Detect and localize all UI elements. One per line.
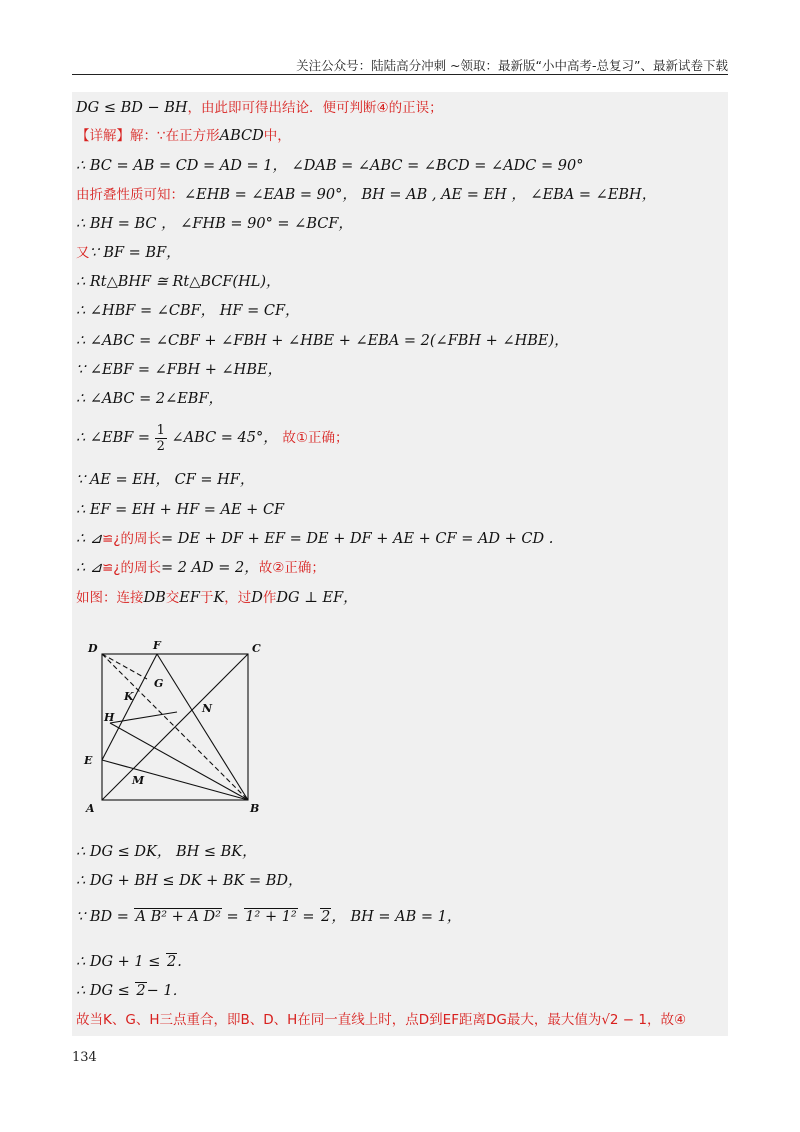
fraction-one-half <box>155 423 167 454</box>
math: ∠EHB = ∠EAB = 90°， BH = AB , AE = EH ， ∠EBA = ∠EBH， <box>184 187 657 203</box>
text: ，由此即可得出结论．便可判断④的正误； <box>187 100 443 116</box>
math: . <box>177 954 182 970</box>
line-23: 故当K、G、H三点重合，即B、D、H在同一直线上时，点D到EF距离DG最大，最大值为√2 − 1，故④ <box>76 1012 687 1028</box>
solution-content <box>72 92 728 1036</box>
label-n: N <box>202 702 213 715</box>
text: 又 <box>76 245 90 261</box>
line-12 <box>76 422 724 454</box>
line-20 <box>76 907 724 927</box>
segment-dg-dashed <box>102 654 147 679</box>
detail-label: 【详解】 <box>76 128 130 144</box>
text: 故①正确； <box>282 430 349 446</box>
sqrt-expression: A B² + A D² <box>135 909 221 925</box>
label-h: H <box>104 711 115 724</box>
line-4 <box>76 185 724 205</box>
page-number: 134 <box>72 1050 97 1065</box>
numerator: 1 <box>156 422 165 438</box>
math: DG ≤ BD − BH <box>76 100 188 116</box>
math: ∴ ∠EBF = <box>76 430 151 446</box>
line-2 <box>76 126 724 146</box>
line-5: ∴ BH = BC ， ∠FHB = 90° = ∠BCF， <box>76 216 353 232</box>
text: ，过 <box>224 590 252 606</box>
line-13: ∵ AE = EH， CF = HF， <box>76 472 255 488</box>
line-8: ∴ ∠HBF = ∠CBF， HF = CF， <box>76 303 300 319</box>
line-6 <box>76 243 724 263</box>
math: = <box>226 909 239 925</box>
segment-hn <box>110 712 177 723</box>
text: 解：∵在正方形 <box>130 128 220 144</box>
math: ∴ DG + 1 ≤ <box>76 954 161 970</box>
math: K <box>213 590 225 606</box>
text: 如图：连接 <box>76 590 144 606</box>
math: = DE + DF + EF = DE + DF + AE + CF = AD + CD . <box>160 531 554 547</box>
math: ∴ DG ≤ <box>76 983 130 999</box>
line-9: ∴ ∠ABC = ∠CBF + ∠FBH + ∠HBE + ∠EBA = 2(∠FBH + ∠HBE)， <box>76 333 569 349</box>
line-15 <box>76 529 724 549</box>
text: 作 <box>262 590 277 606</box>
label-f: F <box>153 639 161 652</box>
denominator: 2 <box>156 438 165 454</box>
line-1 <box>76 98 724 118</box>
line-16 <box>76 558 724 578</box>
line-18: ∴ DG ≤ DK， BH ≤ BK， <box>76 844 257 860</box>
math: D <box>251 590 263 606</box>
label-c: C <box>252 642 261 655</box>
segment-ab-diag <box>102 654 248 800</box>
line-17 <box>76 588 724 608</box>
math: ∴ ⊿ <box>76 560 102 576</box>
math: ∠ABC = 45°， <box>171 430 278 446</box>
text: 故②正确； <box>258 560 325 576</box>
line-21 <box>76 952 724 972</box>
page-header: 关注公众号：陆陆高分冲刺 ~领取：最新版“小中高考-总复习”、最新试卷下载 <box>296 58 728 73</box>
math: DG ⊥ EF， <box>276 590 358 606</box>
label-e: E <box>84 754 93 767</box>
math: ∵ BD = <box>76 909 129 925</box>
line-14: ∴ EF = EH + HF = AE + CF <box>76 502 285 518</box>
line-11: ∴ ∠ABC = 2∠EBF， <box>76 391 224 407</box>
math: EF <box>179 590 200 606</box>
line-22 <box>76 981 724 1001</box>
sqrt-expression: 2 <box>136 983 146 999</box>
header-rule <box>72 74 728 75</box>
math: = <box>302 909 315 925</box>
symbol: ≌¿ <box>101 560 121 576</box>
symbol: ≌¿ <box>101 531 121 547</box>
text: 交 <box>165 590 180 606</box>
geometry-figure <box>82 632 272 812</box>
line-3: ∴ BC = AB = CD = AD = 1， ∠DAB = ∠ABC = ∠BCD = ∠ADC = 90° <box>76 158 584 174</box>
line-10: ∵ ∠EBF = ∠FBH + ∠HBE， <box>76 362 283 378</box>
label-g: G <box>154 677 164 690</box>
math: ， BH = AB = 1， <box>331 909 462 925</box>
sqrt-expression: 1² + 1² <box>245 909 297 925</box>
label-b: B <box>250 802 260 812</box>
math: ∵ BF = BF， <box>89 245 181 261</box>
text: 的周长 <box>120 531 161 547</box>
sqrt-expression: 2 <box>321 909 331 925</box>
math: DB <box>143 590 166 606</box>
label-k: K <box>124 690 134 703</box>
math: ∴ ⊿ <box>76 531 102 547</box>
sqrt-expression: 2 <box>167 954 177 970</box>
math: ABCD <box>219 128 264 144</box>
segment-fb <box>157 654 248 800</box>
line-7: ∴ Rt△BHF ≅ Rt△BCF(HL)， <box>76 274 281 290</box>
label-m: M <box>132 774 145 787</box>
text: 中， <box>263 128 291 144</box>
math: − 1． <box>146 983 188 999</box>
math: = 2 AD = 2， <box>160 560 259 576</box>
label-d: D <box>88 642 98 655</box>
text: 由折叠性质可知： <box>76 187 184 203</box>
text: 的周长 <box>120 560 161 576</box>
segment-eb <box>102 760 248 800</box>
line-19: ∴ DG + BH ≤ DK + BK = BD， <box>76 873 303 889</box>
label-a: A <box>86 802 95 812</box>
segment-hb <box>110 723 248 800</box>
text: 于 <box>199 590 214 606</box>
